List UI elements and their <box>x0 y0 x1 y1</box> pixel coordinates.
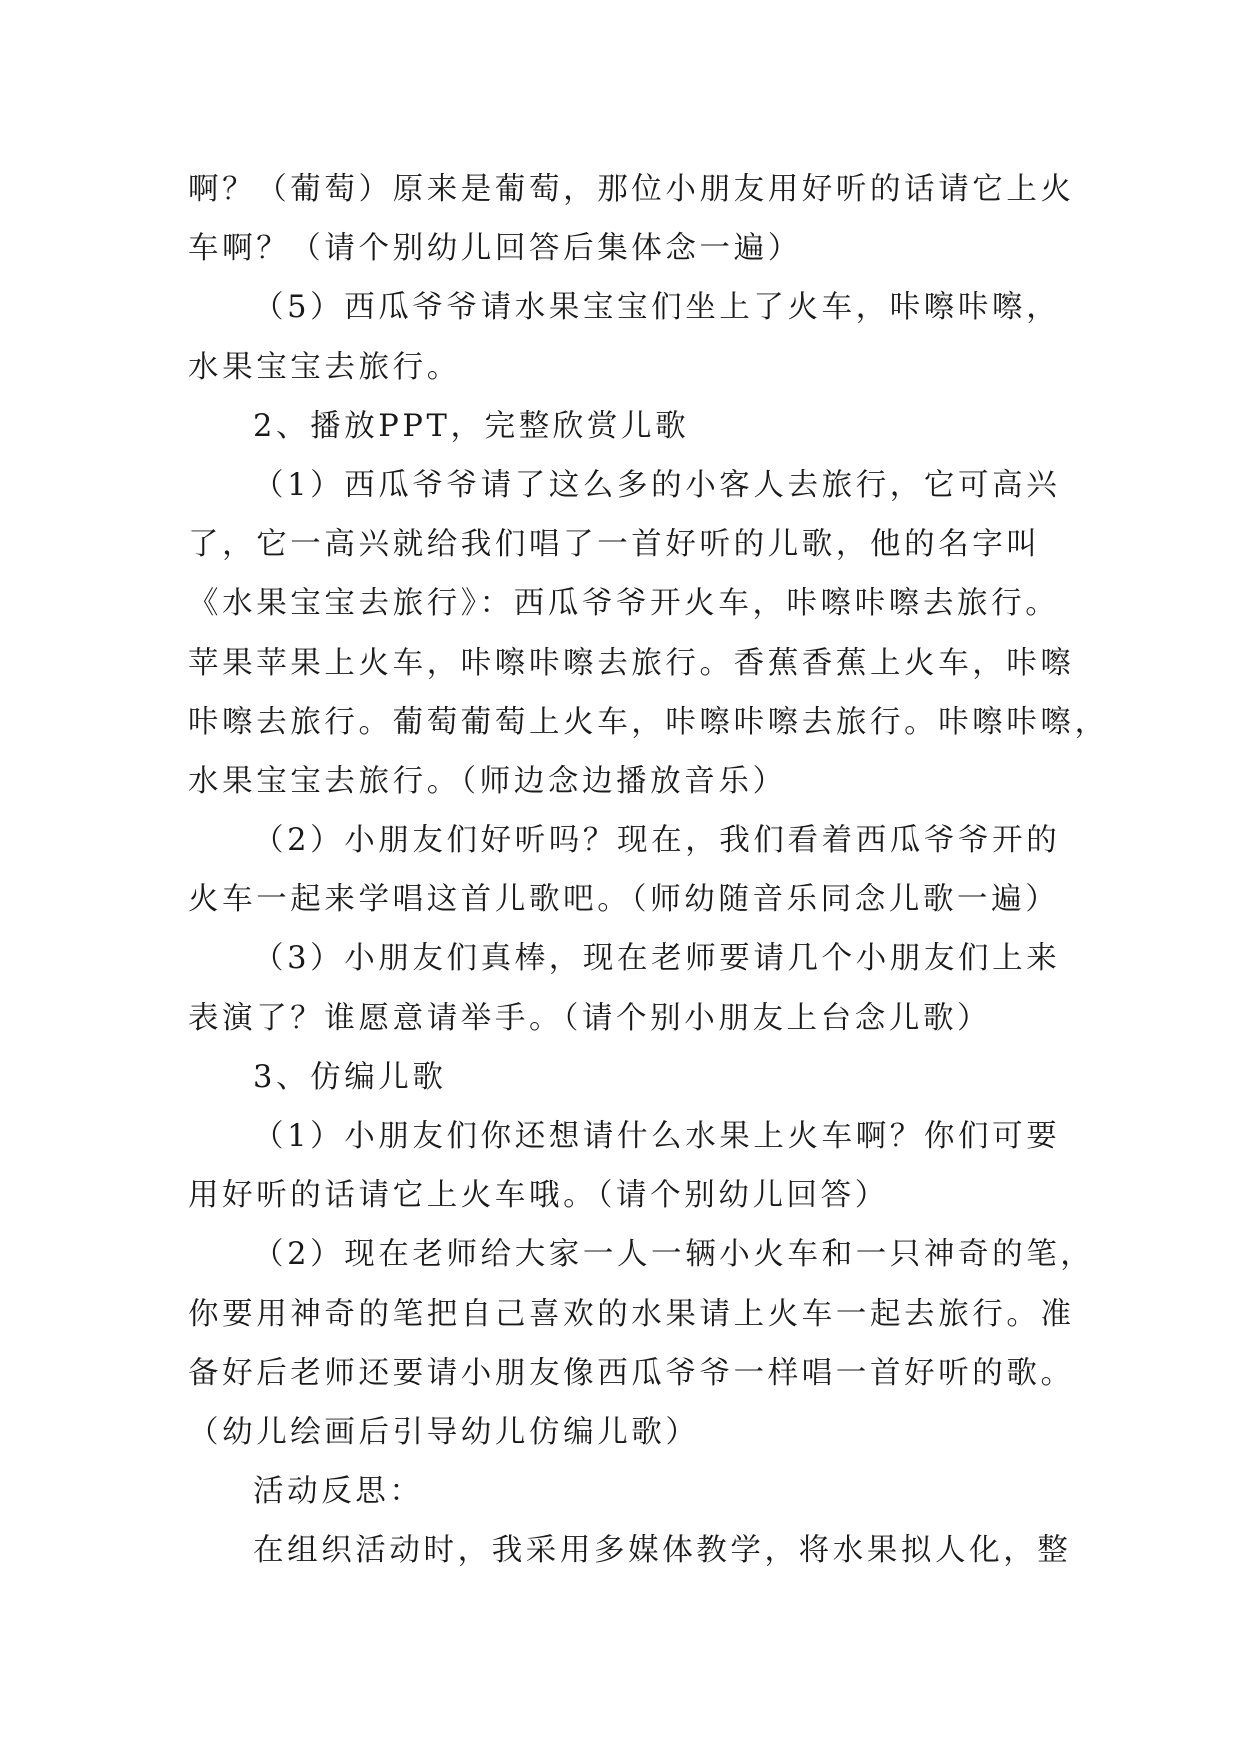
text-line: 车啊？（请个别幼儿回答后集体念一遍） <box>188 231 802 267</box>
text-line: 备好后老师还要请小朋友像西瓜爷爷一样唱一首好听的歌。 <box>188 1355 1075 1391</box>
section-heading: 活动反思： <box>253 1474 424 1510</box>
text-line: （3）小朋友们真棒，现在老师要请几个小朋友们上来 <box>253 941 1061 977</box>
text-line: （1）西瓜爷爷请了这么多的小客人去旅行，它可高兴 <box>253 467 1061 503</box>
text-line: 你要用神奇的笔把自己喜欢的水果请上火车一起去旅行。准 <box>188 1296 1075 1332</box>
text-line: 水果宝宝去旅行。 <box>188 349 461 385</box>
text-line: 表演了？谁愿意请举手。（请个别小朋友上台念儿歌） <box>188 1000 992 1036</box>
text-line: （幼儿绘画后引导幼儿仿编儿歌） <box>188 1414 700 1450</box>
text-line: （5）西瓜爷爷请水果宝宝们坐上了火车，咔嚓咔嚓， <box>253 290 1061 326</box>
document-body <box>188 160 1109 1581</box>
text-line: 了，它一高兴就给我们唱了一首好听的儿歌，他的名字叫 <box>188 527 1041 563</box>
text-line: 苹果苹果上火车，咔嚓咔嚓去旅行。香蕉香蕉上火车，咔嚓 <box>188 645 1075 681</box>
text-line: 《水果宝宝去旅行》：西瓜爷爷开火车，咔嚓咔嚓去旅行。 <box>188 586 1060 622</box>
section-heading: 2、播放PPT，完整欣赏儿歌 <box>253 408 690 444</box>
text-line: 在组织活动时，我采用多媒体教学，将水果拟人化，整 <box>253 1533 1072 1569</box>
text-line: 啊？（葡萄）原来是葡萄，那位小朋友用好听的话请它上火 <box>188 172 1075 207</box>
text-line: 咔嚓去旅行。葡萄葡萄上火车，咔嚓咔嚓去旅行。咔嚓咔嚓， <box>188 704 1109 740</box>
text-line: 水果宝宝去旅行。（师边念边播放音乐） <box>188 763 787 799</box>
text-line: （2）小朋友们好听吗？现在，我们看着西瓜爷爷开的 <box>253 823 1061 859</box>
text-line: 火车一起来学唱这首儿歌吧。（师幼随音乐同念儿歌一遍） <box>188 882 1060 918</box>
text-line: （1）小朋友们你还想请什么水果上火车啊？你们可要 <box>253 1119 1061 1154</box>
text-line: 用好听的话请它上火车哦。（请个别幼儿回答） <box>188 1178 889 1214</box>
text-line: （2）现在老师给大家一人一辆小火车和一只神奇的笔， <box>253 1237 1095 1273</box>
section-heading: 3、仿编儿歌 <box>253 1059 447 1095</box>
